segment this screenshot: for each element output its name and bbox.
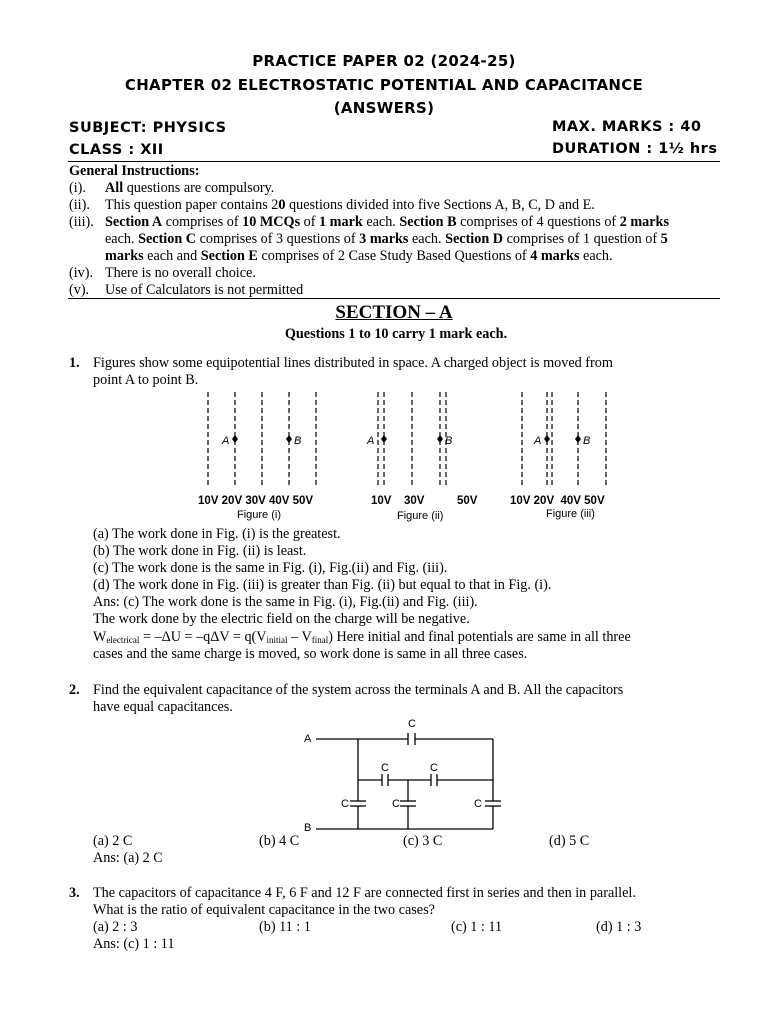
paper-title: PRACTICE PAPER 02 (2024-25): [252, 52, 516, 70]
capacitor-label: C: [381, 762, 389, 774]
option: (c) 1 : 11: [451, 919, 503, 935]
question-text: What is the ratio of equivalent capacitance in the two cases?: [93, 902, 435, 918]
capacitor-label: C: [474, 798, 482, 810]
answer: Ans: (a) 2 C: [93, 850, 163, 866]
instruction-item: marks each and Section E comprises of 2 Case Study Based Questions of 4 marks each.: [105, 248, 613, 264]
explanation-formula: $W_{electrical} = -\Delta U = -q\Delta V = q(V_{initial} - V_{final})$ Here initial and final potentials are same in all three: [93, 629, 631, 645]
figure-caption: Figure (iii): [546, 508, 595, 520]
option: (c) The work done is the same in Fig. (i), Fig.(ii) and Fig. (iii).: [93, 560, 448, 576]
figure-caption: Figure (ii): [397, 510, 444, 522]
point-b-marker: [575, 435, 581, 443]
instruction-num: (v).: [69, 282, 90, 298]
subject-label: SUBJECT: PHYSICS: [69, 120, 227, 136]
question-text: The capacitors of capacitance 4 F, 6 F and 12 F are connected first in series and then in parallel.: [93, 885, 636, 901]
section-subtitle: Questions 1 to 10 carry 1 mark each.: [284, 326, 508, 342]
option: (a) 2 C: [93, 833, 133, 849]
duration-label: DURATION : 1½ hrs: [552, 141, 718, 157]
point-b-label: B: [583, 435, 591, 447]
option: (a) 2 : 3: [93, 919, 138, 935]
option: (a) The work done in Fig. (i) is the greatest.: [93, 526, 341, 542]
instructions-divider: [68, 298, 720, 299]
point-a-label: A: [367, 435, 375, 447]
question-number: 3.: [69, 885, 80, 901]
voltage-label: 30V: [404, 495, 425, 507]
point-b-label: B: [294, 435, 302, 447]
point-a-marker: [544, 435, 550, 443]
point-a-marker: [232, 435, 238, 443]
capacitor-label: C: [341, 798, 349, 810]
point-b-label: B: [445, 435, 453, 447]
section-title: SECTION – A: [335, 302, 453, 323]
capacitor-label: C: [430, 762, 438, 774]
instruction-item: each. Section C comprises of 3 questions of 3 marks each. Section D comprises of 1 question of 5: [105, 231, 668, 247]
option: (d) The work done in Fig. (iii) is greater than Fig. (ii) but equal to that in Fig. (i).: [93, 577, 552, 593]
option: (d) 5 C: [549, 833, 590, 849]
question-number: 1.: [69, 355, 80, 371]
equipotential-figures: [190, 388, 630, 524]
option: (d) 1 : 3: [596, 919, 642, 935]
figure-caption: Figure (i): [237, 509, 282, 521]
voltage-labels: 10V 20V 30V 40V 50V: [198, 495, 314, 507]
point-a-marker: [381, 435, 387, 443]
instruction-item: Use of Calculators is not permitted: [105, 282, 304, 298]
voltage-label: 50V: [457, 495, 478, 507]
question-text: point A to point B.: [93, 372, 199, 388]
instructions-heading: General Instructions:: [69, 163, 200, 179]
terminal-b-label: B: [304, 822, 312, 834]
point-a-label: A: [534, 435, 542, 447]
capacitor-label: C: [392, 798, 400, 810]
option: (c) 3 C: [403, 833, 443, 849]
answer: Ans: (c) The work done is the same in Fig. (i), Fig.(ii) and Fig. (iii).: [93, 594, 478, 610]
capacitor-label: C: [408, 718, 416, 730]
answer: Ans: (c) 1 : 11: [93, 936, 175, 952]
explanation: cases and the same charge is moved, so work done is same in all three cases.: [93, 646, 528, 662]
option: (b) 4 C: [259, 833, 300, 849]
point-b-marker: [286, 435, 292, 443]
voltage-label: 10V: [371, 495, 392, 507]
class-label: CLASS : XII: [69, 142, 164, 158]
explanation: The work done by the electric field on the charge will be negative.: [93, 611, 470, 627]
capacitor-circuit: [298, 714, 508, 838]
answers-label: (ANSWERS): [333, 99, 435, 117]
header-divider: [68, 161, 720, 162]
question-text: Figures show some equipotential lines distributed in space. A charged object is moved from: [93, 355, 613, 371]
question-text: Find the equivalent capacitance of the system across the terminals A and B. All the capacitors: [93, 682, 624, 698]
instruction-num: (i).: [69, 180, 86, 196]
point-a-label: A: [222, 435, 230, 447]
chapter-title: CHAPTER 02 ELECTROSTATIC POTENTIAL AND CAPACITANCE: [124, 76, 644, 94]
instruction-num: (iii).: [69, 214, 94, 230]
instruction-item: All questions are compulsory.: [105, 180, 275, 196]
instruction-num: (iv).: [69, 265, 94, 281]
voltage-labels: 10V 20V 40V 50V: [510, 495, 605, 507]
question-number: 2.: [69, 682, 80, 698]
instruction-item: There is no overall choice.: [105, 265, 256, 281]
instruction-num: (ii).: [69, 197, 90, 213]
option: (b) 11 : 1: [259, 919, 311, 935]
instruction-item: Section A comprises of 10 MCQs of 1 mark each. Section B comprises of 4 questions of 2 marks: [105, 214, 669, 230]
point-b-marker: [437, 435, 443, 443]
max-marks-label: MAX. MARKS : 40: [552, 119, 702, 135]
instruction-item: This question paper contains 20 questions divided into five Sections A, B, C, D and E.: [105, 197, 595, 213]
question-text: have equal capacitances.: [93, 699, 233, 715]
option: (b) The work done in Fig. (ii) is least.: [93, 543, 307, 559]
terminal-a-label: A: [304, 733, 312, 745]
